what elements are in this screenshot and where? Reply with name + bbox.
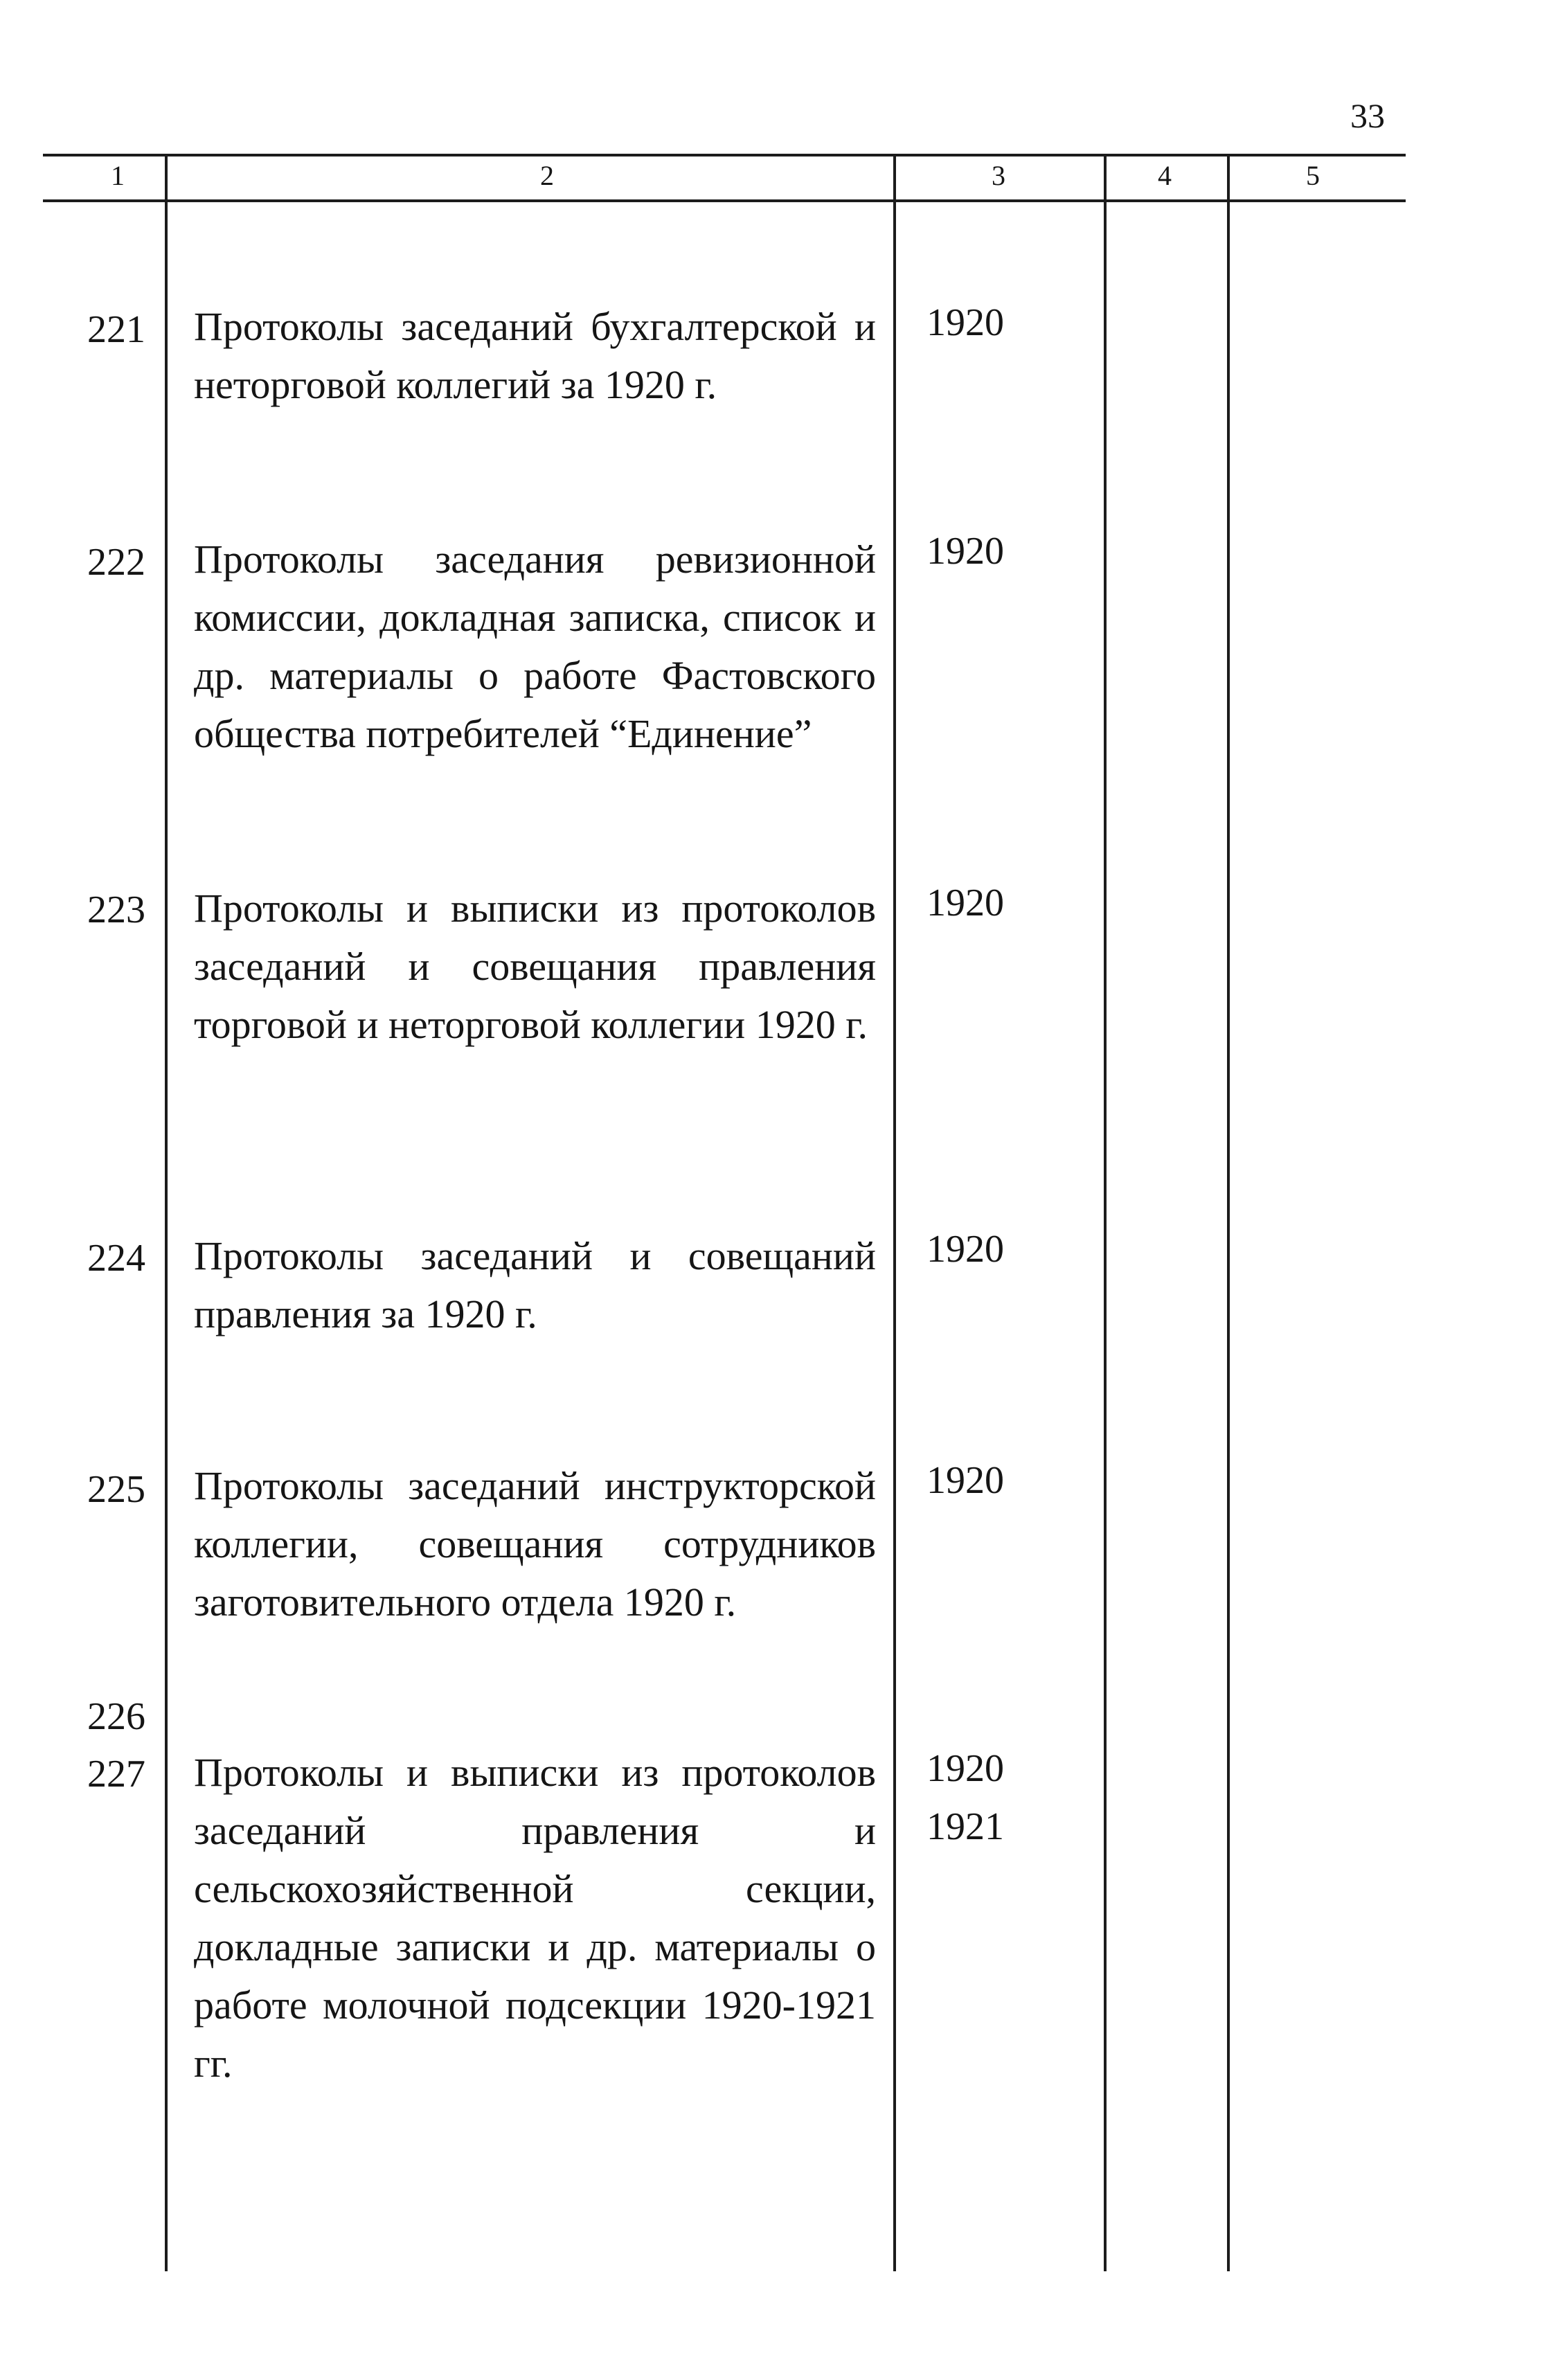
column-rule-1 [165,154,168,2271]
entry-date: 1920 [926,301,1004,344]
column-header-5: 5 [1306,160,1320,191]
column-rule-3 [1104,154,1107,2271]
entry-date: 1920 [926,882,1004,924]
entry-title: Протоколы и выписки из протоколов заседаний правления и сельскохозяйственной секции, докладные записки и др. материалы о работе молочной подсекции 1920-1921 гг. [194,1750,876,2086]
page-number: 33 [1350,96,1385,135]
entry-title: Протоколы заседаний инструкторской коллегии, совещания сотрудников заготовительного отдела 1920 г. [194,1463,876,1625]
column-header-3: 3 [992,160,1005,191]
entry-title: Протоколы заседания ревизионной комиссии, докладная записка, список и др. материалы о работе Фастовского общества потребителей “Единение” [194,537,876,756]
entry-number: 221 [87,308,145,351]
entry-title: Протоколы и выписки из протоколов заседаний и совещания правления торговой и неторговой коллегии 1920 г. [194,886,876,1047]
entry-date: 1921 [926,1805,1004,1848]
entry-date: 1920 [926,530,1004,573]
entry-number: 224 [87,1237,145,1280]
column-header-4: 4 [1158,160,1172,191]
column-rule-2 [893,154,896,2271]
entry-date: 1920 [926,1747,1004,1790]
entry-number: 222 [87,541,145,584]
entry-title: Протоколы заседаний бухгалтерской и неторговой коллегий за 1920 г. [194,304,876,407]
column-header-1: 1 [111,160,125,191]
entry-number: 223 [87,888,145,931]
column-rule-4 [1227,154,1230,2271]
entry-number: 225 [87,1468,145,1511]
column-header-2: 2 [540,160,554,191]
entry-date: 1920 [926,1459,1004,1502]
entry-date: 1920 [926,1228,1004,1271]
header-top-rule [43,154,1406,156]
header-bottom-rule [43,199,1406,202]
entry-title: Протоколы заседаний и совещаний правления за 1920 г. [194,1233,876,1336]
entry-number: 227 [87,1753,145,1796]
entry-number: 226 [87,1695,145,1738]
